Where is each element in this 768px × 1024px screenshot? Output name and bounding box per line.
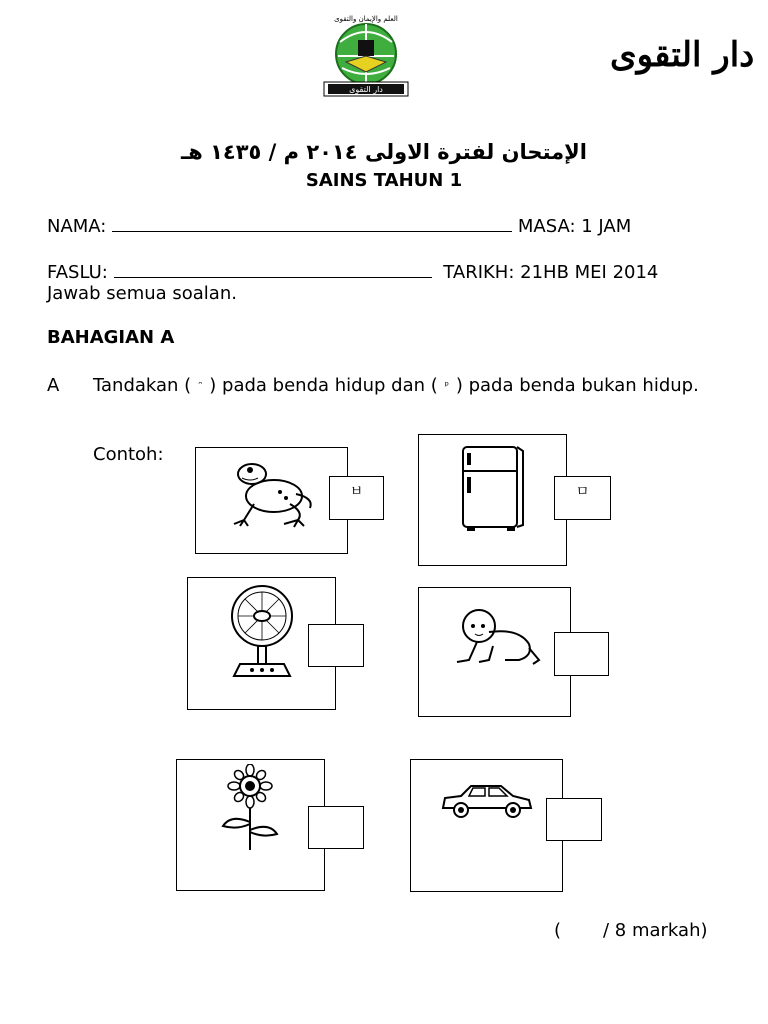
question-part1: Tandakan (	[93, 375, 192, 396]
refrigerator-image	[457, 441, 527, 537]
nama-label: NAMA:	[47, 216, 107, 237]
marks-total: / 8 markah)	[603, 920, 708, 941]
frog-card	[195, 447, 348, 554]
frog-image	[224, 454, 324, 534]
frog-answer: ㅂ	[349, 484, 364, 500]
question-part2: ) pada benda hidup dan (	[209, 375, 438, 396]
baby-card	[418, 587, 571, 717]
question-part3: ) pada benda bukan hidup.	[455, 375, 699, 396]
tick-glyph: ᵔ	[196, 379, 204, 392]
refrigerator-answer: ㅁ	[575, 484, 590, 500]
refrigerator-card	[418, 434, 567, 566]
marks-open: (	[554, 920, 562, 941]
nama-row	[47, 213, 631, 237]
question-letter: A	[47, 375, 60, 396]
cross-glyph: ᵖ	[443, 379, 451, 392]
refrigerator-answer-box[interactable]	[554, 476, 611, 520]
faslu-row	[47, 259, 658, 283]
faslu-blank[interactable]	[114, 259, 432, 278]
logo-text: دار التقوى	[349, 85, 383, 94]
instruction: Jawab semua soalan.	[47, 283, 237, 304]
sunflower-card	[176, 759, 325, 891]
frog-answer-box[interactable]	[329, 476, 384, 520]
school-logo	[318, 12, 414, 98]
sunflower-image	[215, 764, 285, 854]
faslu-label: FASLU:	[47, 262, 108, 283]
car-answer-box[interactable]	[546, 798, 602, 841]
baby-answer-box[interactable]	[554, 632, 609, 676]
masa-label: MASA: 1 JAM	[517, 216, 632, 237]
sunflower-answer-box[interactable]	[308, 806, 364, 849]
car-card	[410, 759, 563, 892]
logo-ring-text: العلم والإيمان والتقوى	[334, 15, 398, 23]
calligraphy-logo: دار التقوى	[610, 35, 755, 75]
fan-image	[222, 582, 302, 682]
section-title: BAHAGIAN A	[47, 327, 175, 348]
arabic-title: الإمتحان لفترة الاولى ٢٠١٤ م / ١٤٣٥ هـ	[181, 140, 587, 164]
fan-answer-box[interactable]	[308, 624, 364, 667]
exam-title: SAINS TAHUN 1	[305, 170, 463, 191]
question-text	[93, 374, 721, 398]
car-image	[439, 778, 535, 822]
baby-image	[449, 604, 545, 674]
tarikh-label: TARIKH: 21HB MEI 2014	[443, 262, 659, 283]
nama-blank[interactable]	[112, 213, 512, 232]
example-label: Contoh:	[93, 444, 164, 465]
